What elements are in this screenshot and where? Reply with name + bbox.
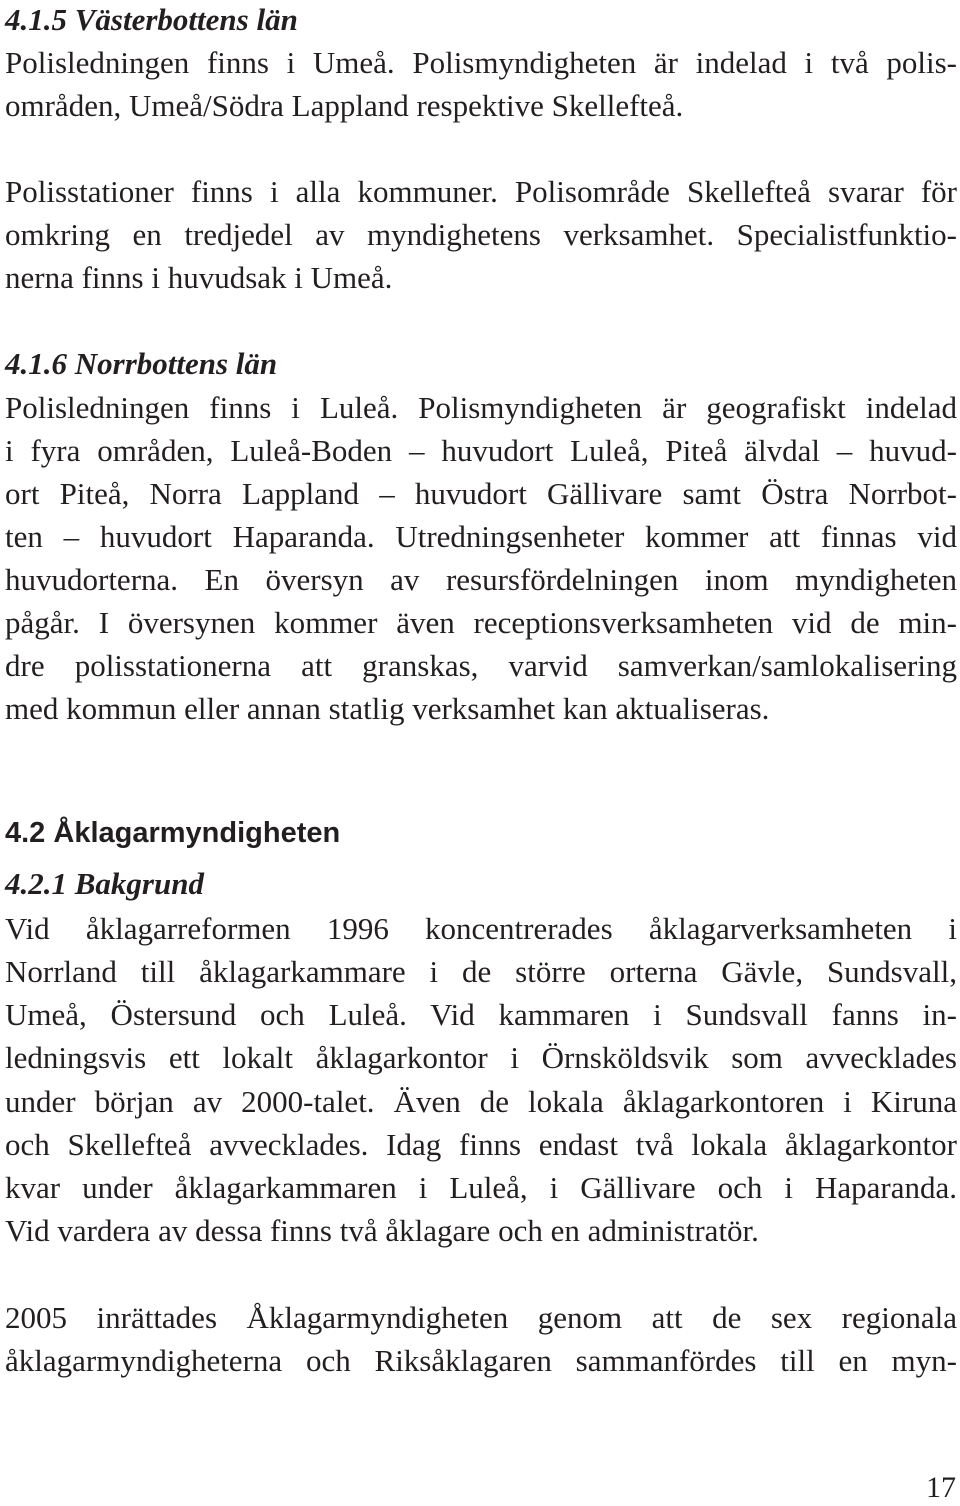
paragraph-line: Umeå, Östersund och Luleå. Vid kammaren i Sundsvall fanns in- [5, 997, 957, 1032]
paragraph-line: och Skellefteå avvecklades. Idag finns endast två lokala åklagarkontor [5, 1127, 957, 1162]
paragraph-line: nerna finns i huvudsak i Umeå. [5, 260, 393, 295]
section-heading-4-2: 4.2 Åklagarmyndigheten [5, 817, 341, 849]
paragraph-line: med kommun eller annan statlig verksamhet kan aktualiseras. [5, 691, 770, 726]
paragraph-line: Vid åklagarreformen 1996 koncentrerades åklagarverksamheten i [5, 911, 957, 946]
paragraph-line: områden, Umeå/Södra Lappland respektive Skellefteå. [5, 88, 684, 123]
section-heading-4-1-5: 4.1.5 Västerbottens län [5, 2, 298, 37]
section-heading-4-2-1: 4.2.1 Bakgrund [5, 866, 204, 901]
paragraph-line: 2005 inrättades Åklagarmyndigheten genom att de sex regionala [5, 1300, 957, 1335]
paragraph-line: dre polisstationerna att granskas, varvid samverkan/samlokalisering [5, 648, 957, 683]
section-heading-4-1-6: 4.1.6 Norrbottens län [5, 346, 278, 381]
paragraph-line: ledningsvis ett lokalt åklagarkontor i Örnsköldsvik som avvecklades [5, 1040, 957, 1075]
paragraph-line: huvudorterna. En översyn av resursfördelningen inom myndigheten [5, 562, 957, 597]
page-number: 17 [926, 1471, 956, 1504]
paragraph-line: pågår. I översynen kommer även receptionsverksamheten vid de min- [5, 605, 957, 640]
paragraph-line: under början av 2000-talet. Även de lokala åklagarkontoren i Kiruna [5, 1084, 957, 1119]
paragraph-line: Polisledningen finns i Umeå. Polismyndigheten är indelad i två polis- [5, 45, 957, 80]
paragraph-line: Vid vardera av dessa finns två åklagare och en administratör. [5, 1213, 759, 1248]
paragraph-line: i fyra områden, Luleå-Boden – huvudort Luleå, Piteå älvdal – huvud- [5, 433, 957, 468]
paragraph-line: ten – huvudort Haparanda. Utredningsenheter kommer att finnas vid [5, 519, 957, 554]
paragraph-line: ort Piteå, Norra Lappland – huvudort Gällivare samt Östra Norrbot- [5, 476, 957, 511]
paragraph-line: kvar under åklagarkammaren i Luleå, i Gällivare och i Haparanda. [5, 1170, 957, 1205]
paragraph-line: åklagarmyndigheterna och Riksåklagaren sammanfördes till en myn- [5, 1343, 957, 1378]
paragraph-line: omkring en tredjedel av myndighetens verksamhet. Specialistfunktio- [5, 217, 957, 252]
paragraph-line: Polisledningen finns i Luleå. Polismyndigheten är geografiskt indelad [5, 390, 957, 425]
paragraph-line: Norrland till åklagarkammare i de större orterna Gävle, Sundsvall, [5, 954, 957, 989]
paragraph-line: Polisstationer finns i alla kommuner. Polisområde Skellefteå svarar för [5, 174, 957, 209]
